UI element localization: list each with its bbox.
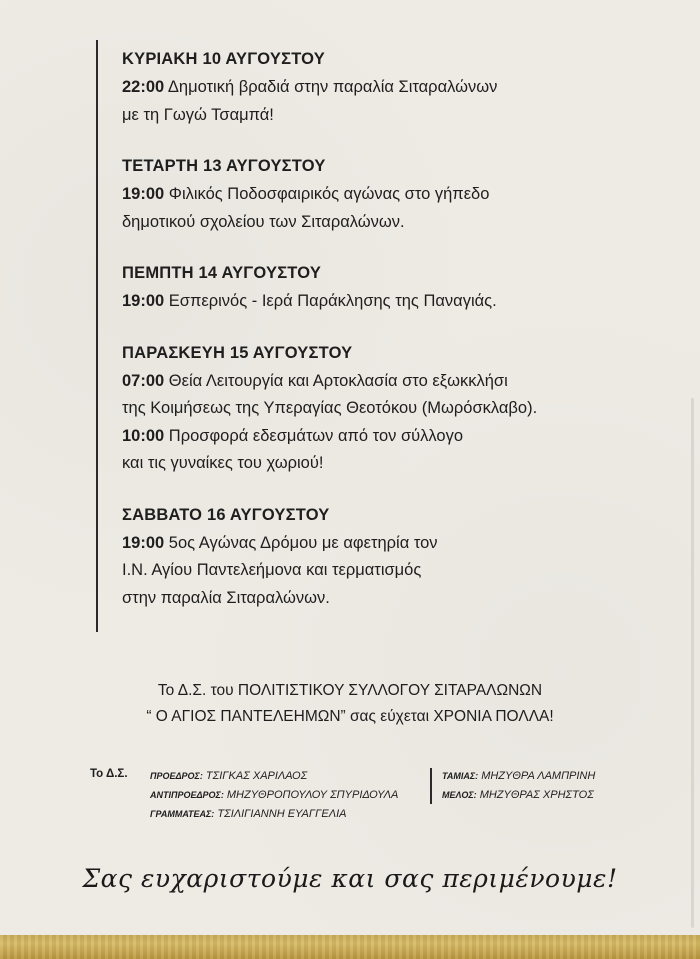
event-line xyxy=(122,74,662,102)
event-text: Δημοτική βραδιά στην παραλία Σιταραλώνων xyxy=(167,78,498,96)
event-text: στην παραλία Σιταραλώνων. xyxy=(122,588,330,607)
event-text: Φιλικός Ποδοσφαιρικός αγώνας στο γήπεδο xyxy=(168,185,490,203)
event-text: Εσπερινός - Ιερά Παράκλησης της Παναγιάς. xyxy=(168,292,497,310)
event-text: 5ος Αγώνας Δρόμου με αφετηρία τον xyxy=(168,533,438,552)
scrollbar[interactable] xyxy=(691,398,694,928)
event-line xyxy=(122,450,662,478)
member-role: ΜΕΛΟΣ: xyxy=(442,790,477,800)
event-line xyxy=(122,368,662,396)
board-members-left xyxy=(150,767,398,824)
event-line xyxy=(122,530,662,558)
event-text: δημοτικού σχολείου των Σιταραλώνων. xyxy=(122,212,405,231)
event-day: ΠΑΡΑΣΚΕΥΗ 15 ΑΥΓΟΥΣΤΟΥ xyxy=(122,343,353,362)
event-line xyxy=(122,557,662,585)
board-label: Το Δ.Σ. xyxy=(90,768,128,780)
event-line xyxy=(122,209,662,237)
event-line xyxy=(122,102,662,130)
member-name: ΤΣΙΓΚΑΣ ΧΑΡΙΛΑΟΣ xyxy=(205,770,308,782)
event-line xyxy=(122,585,662,613)
event-time: 22:00 xyxy=(122,78,165,96)
timeline-divider xyxy=(96,40,98,632)
board-member xyxy=(150,786,398,805)
member-name: ΜΗΖΥΘΡΑ ΛΑΜΠΡΙΝΗ xyxy=(481,770,596,782)
board-member xyxy=(150,805,398,824)
event-block xyxy=(122,260,662,316)
event-day: ΠΕΜΠΤΗ 14 ΑΥΓΟΥΣΤΟΥ xyxy=(122,264,322,282)
member-name: ΤΣΙΛΙΓΙΑΝΝΗ ΕΥΑΓΓΕΛΙΑ xyxy=(217,808,347,820)
event-time: 19:00 xyxy=(122,292,165,310)
event-text: Προσφορά εδεσμάτων από τον σύλλογο xyxy=(168,426,464,445)
event-line xyxy=(122,181,662,209)
board-divider xyxy=(430,768,432,804)
member-role: ΓΡΑΜΜΑΤΕΑΣ: xyxy=(150,809,215,819)
greeting-line: “ Ο ΑΓΙΟΣ ΠΑΝΤΕΛΕΗΜΩΝ” σας εύχεται ΧΡΟΝΙΑ ΠΟΛΛΑ! xyxy=(146,708,554,725)
member-name: ΜΗΖΥΘΡΟΠΟΥΛΟΥ ΣΠΥΡΙΔΟΥΛΑ xyxy=(226,789,399,801)
event-time: 10:00 xyxy=(122,426,165,445)
board-member xyxy=(150,767,398,786)
event-text: Ι.Ν. Αγίου Παντελεήμονα και τερματισμός xyxy=(122,561,422,579)
event-text: με τη Γωγώ Τσαμπά! xyxy=(122,105,274,124)
board-member xyxy=(442,767,595,786)
member-role: ΑΝΤΙΠΡΟΕΔΡΟΣ: xyxy=(150,790,224,800)
gold-border xyxy=(0,935,700,959)
board-members-right xyxy=(442,767,595,805)
board-member xyxy=(442,786,595,805)
greeting xyxy=(0,678,700,730)
event-block xyxy=(122,502,662,613)
member-role: ΠΡΟΕΔΡΟΣ: xyxy=(150,771,203,781)
event-day: ΚΥΡΙΑΚΗ 10 ΑΥΓΟΥΣΤΟΥ xyxy=(122,50,325,68)
greeting-line: Το Δ.Σ. του ΠΟΛΙΤΙΣΤΙΚΟΥ ΣΥΛΛΟΓΟΥ ΣΙΤΑΡΑΛΩΝΩΝ xyxy=(157,682,543,699)
event-text: Θεία Λειτουργία και Αρτοκλασία στο εξωκκλήσι xyxy=(168,371,508,390)
event-day: ΤΕΤΑΡΤΗ 13 ΑΥΓΟΥΣΤΟΥ xyxy=(122,157,326,175)
event-time: 07:00 xyxy=(122,371,165,390)
event-time: 19:00 xyxy=(122,533,165,552)
event-text: της Κοιμήσεως της Υπεραγίας Θεοτόκου (Μωρόσκλαβο). xyxy=(122,399,538,417)
thank-you-message: Σας ευχαριστούμε και σας περιμένουμε! xyxy=(82,864,618,893)
member-role: ΤΑΜΙΑΣ: xyxy=(442,771,479,781)
event-text: και τις γυναίκες του χωριού! xyxy=(122,454,324,472)
event-block xyxy=(122,153,662,236)
event-block xyxy=(122,340,662,478)
event-line xyxy=(122,423,662,451)
member-name: ΜΗΖΥΘΡΑΣ ΧΡΗΣΤΟΣ xyxy=(479,789,594,801)
event-line xyxy=(122,395,662,423)
event-schedule xyxy=(122,46,662,636)
event-block xyxy=(122,46,662,129)
event-line xyxy=(122,288,662,316)
event-day: ΣΑΒΒΑΤΟ 16 ΑΥΓΟΥΣΤΟΥ xyxy=(122,505,330,524)
event-time: 19:00 xyxy=(122,185,165,203)
